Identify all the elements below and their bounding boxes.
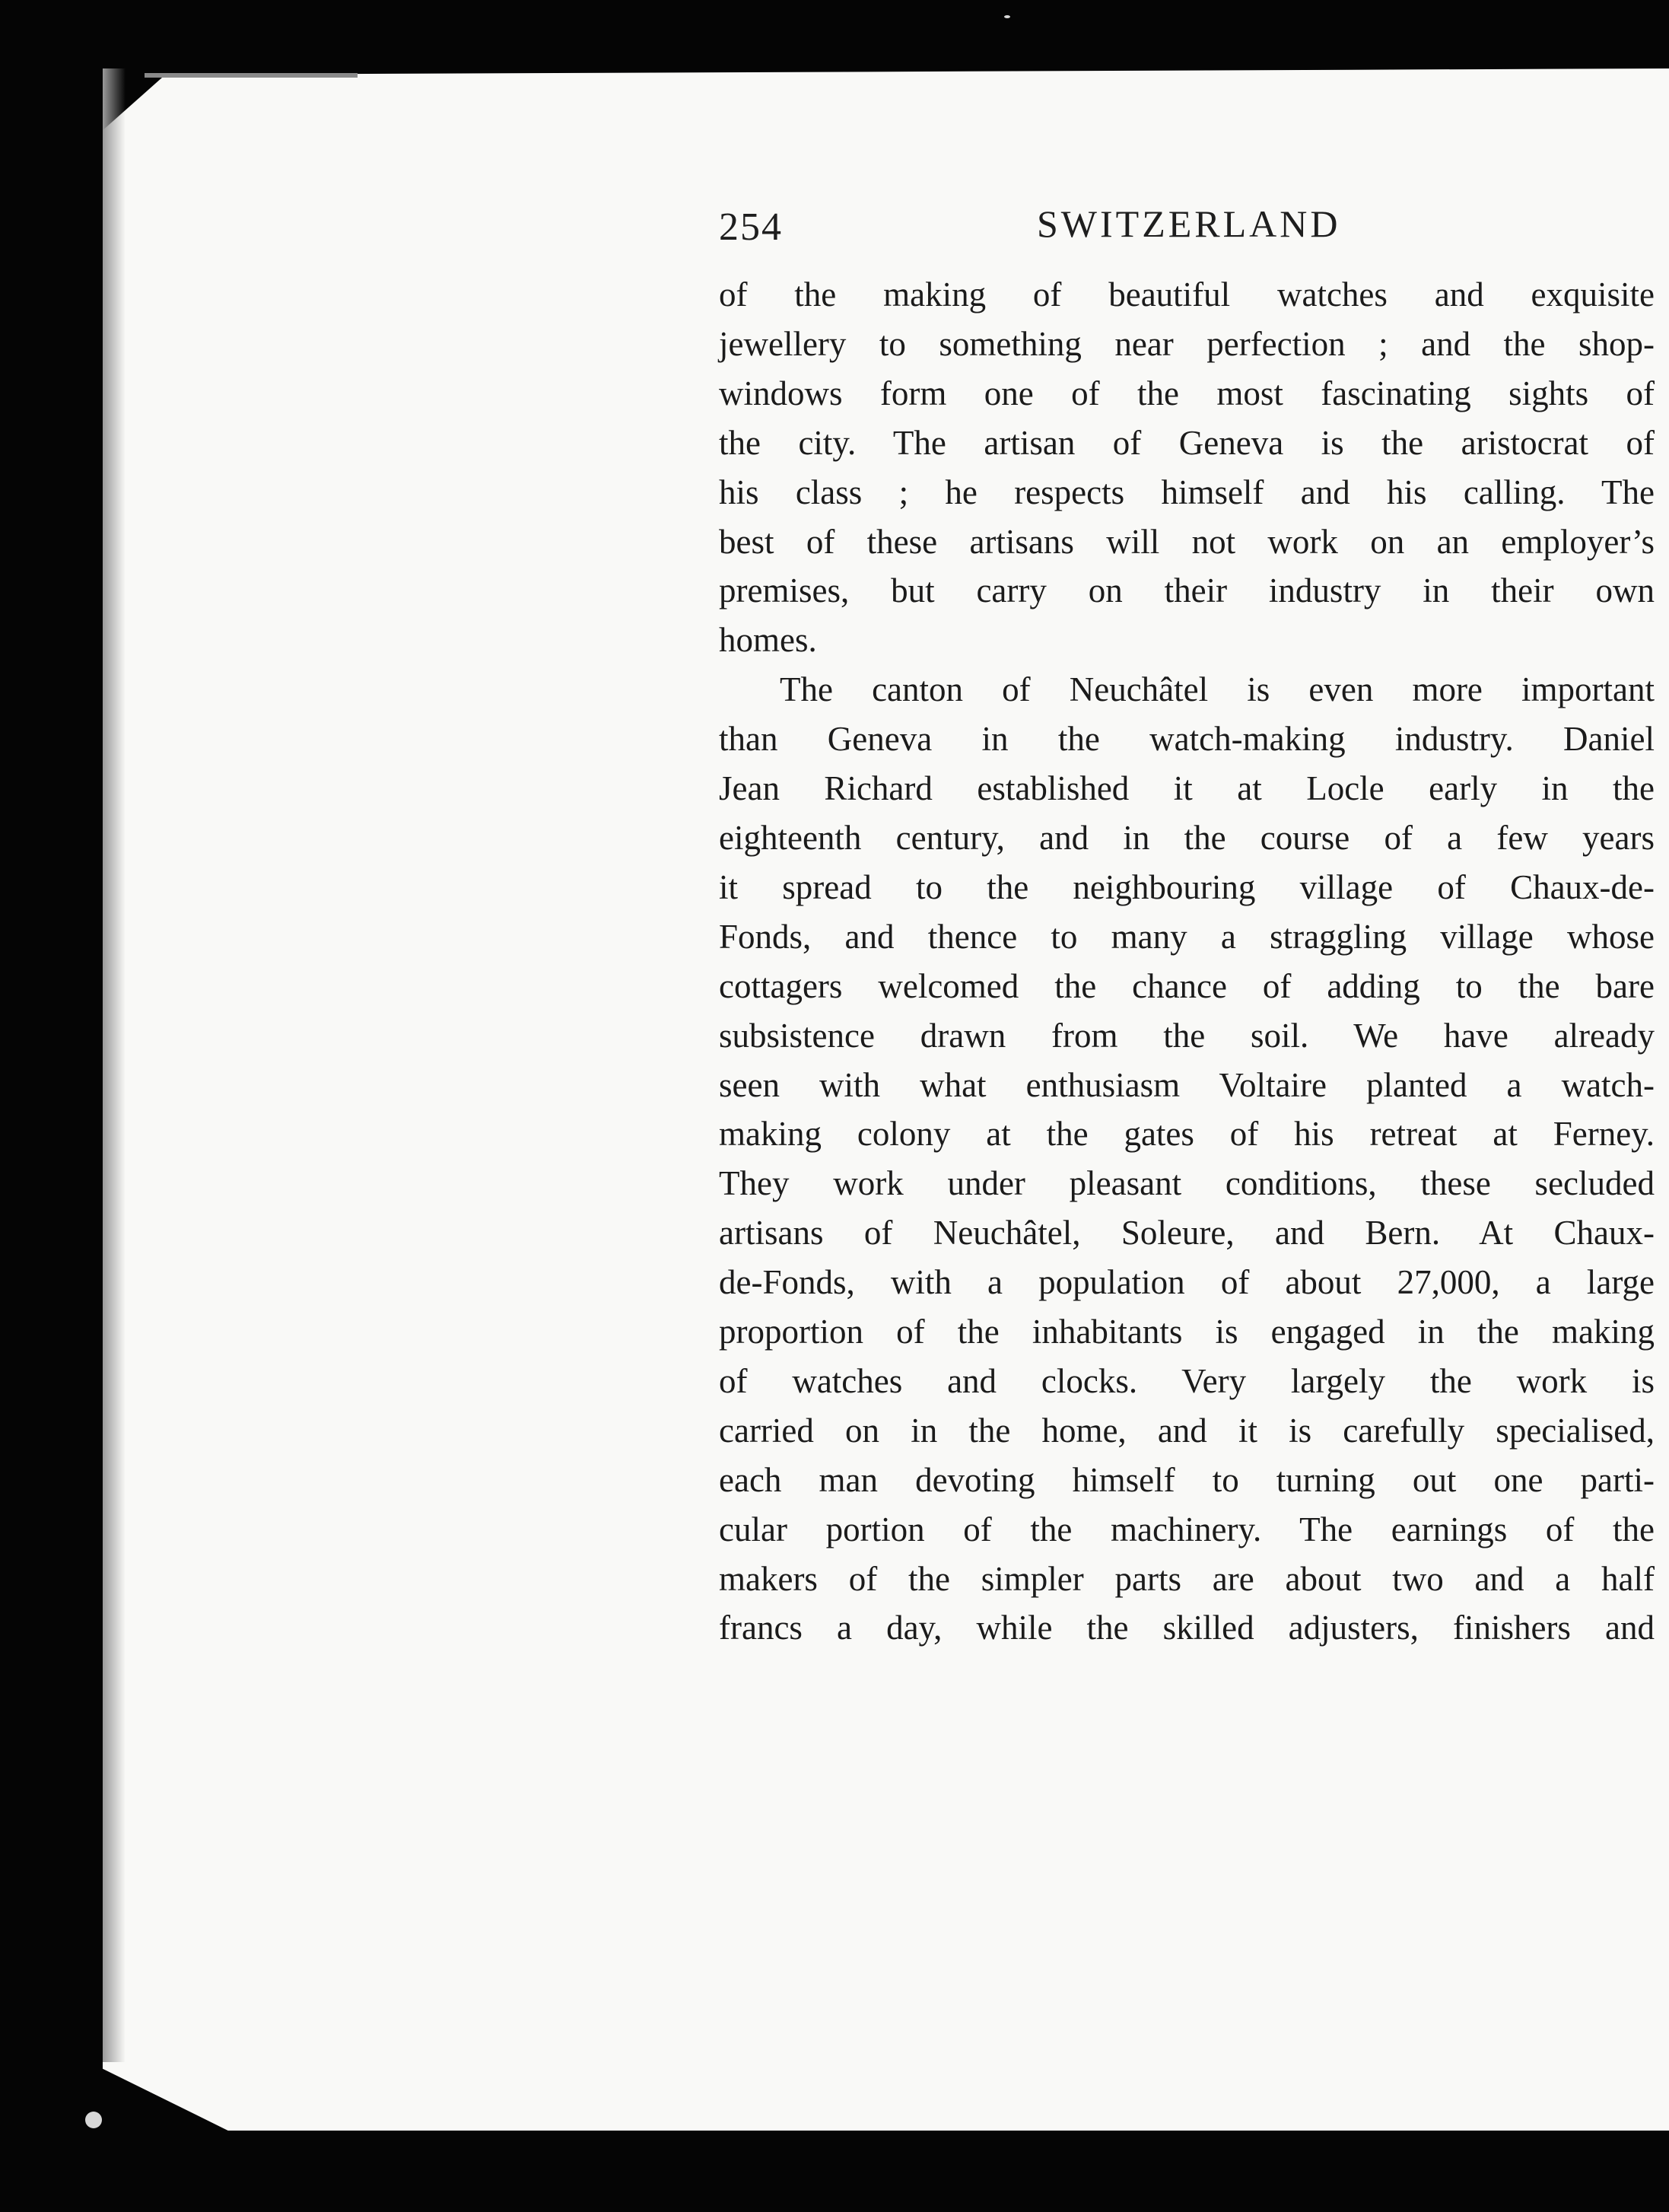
page-title: SWITZERLAND — [1037, 202, 1341, 245]
text-line: makers of the simpler parts are about two and a half — [719, 1559, 1655, 1598]
paragraph-start-line: The canton of Neuchâtel is even more important — [780, 670, 1655, 709]
text-line: de-Fonds, with a population of about 27,000, a large — [719, 1263, 1655, 1302]
text-line: premises, but carry on their industry in their own — [719, 571, 1655, 610]
text-line: making colony at the gates of his retreat at Ferney. — [719, 1115, 1655, 1154]
scan-speck — [85, 2112, 102, 2128]
text-line: eighteenth century, and in the course of a few years — [719, 818, 1655, 857]
text-line: than Geneva in the watch-making industry. Daniel — [719, 720, 1655, 759]
page-edge — [145, 73, 358, 78]
text-line: artisans of Neuchâtel, Soleure, and Bern. At Chaux- — [719, 1214, 1655, 1252]
text-line: francs a day, while the skilled adjusters, finishers and — [719, 1609, 1655, 1647]
text-line: cottagers welcomed the chance of adding to the bare — [719, 966, 1655, 1005]
text-line: it spread to the neighbouring village of Chaux-de- — [719, 867, 1655, 906]
page-number: 254 — [719, 205, 783, 249]
running-head — [719, 202, 1655, 263]
text-line: Jean Richard established it at Locle early in the — [719, 769, 1655, 808]
text-line: jewellery to something near perfection ; and the shop- — [719, 324, 1655, 363]
text-line: seen with what enthusiasm Voltaire planted a watch- — [719, 1065, 1655, 1104]
text-line: of the making of beautiful watches and exquisite — [719, 275, 1655, 313]
scan-speck — [1004, 15, 1010, 18]
text-line: windows form one of the most fascinating sights of — [719, 374, 1655, 412]
text-line: carried on in the home, and it is carefully specialised, — [719, 1411, 1655, 1450]
text-line: subsistence drawn from the soil. We have already — [719, 1016, 1655, 1055]
text-line: of watches and clocks. Very largely the work is — [719, 1361, 1655, 1400]
text-line: homes. — [719, 621, 817, 660]
text-line: cular portion of the machinery. The earnings of the — [719, 1510, 1655, 1548]
text-line: best of these artisans will not work on an employer’s — [719, 522, 1655, 561]
text-line: They work under pleasant conditions, these secluded — [719, 1164, 1655, 1203]
text-line: proportion of the inhabitants is engaged in the making — [719, 1313, 1655, 1351]
page-gutter-shadow — [103, 68, 126, 2062]
body-text — [719, 270, 1655, 1653]
text-line: the city. The artisan of Geneva is the aristocrat of — [719, 423, 1655, 462]
text-line: Fonds, and thence to many a straggling village whose — [719, 917, 1655, 956]
text-line: his class ; he respects himself and his calling. The — [719, 473, 1655, 511]
text-line: each man devoting himself to turning out one parti- — [719, 1460, 1655, 1499]
